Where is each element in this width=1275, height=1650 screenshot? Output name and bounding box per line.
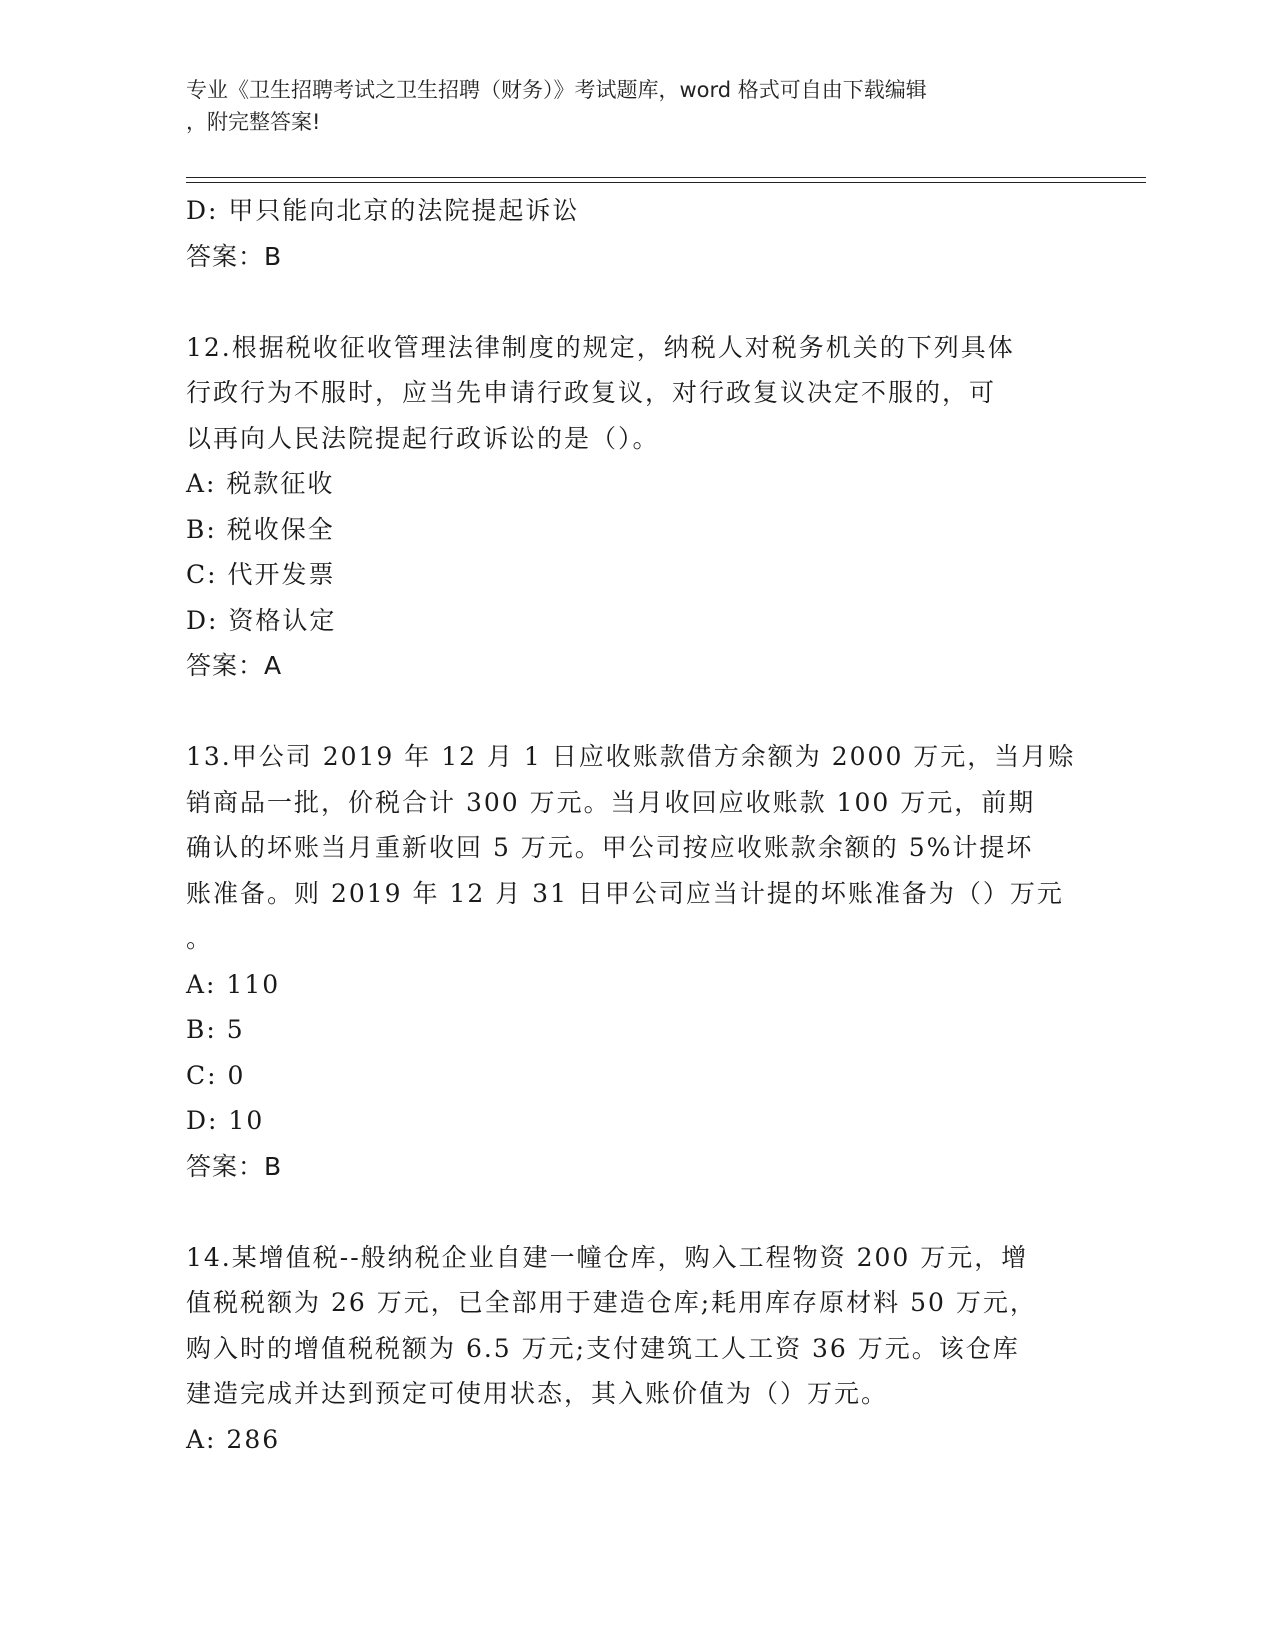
document-header [186,74,1086,138]
option-a: A: 110 [186,969,281,999]
question-text-line: 确认的坏账当月重新收回 5 万元。甲公司按应收账款余额的 5%计提坏 [186,833,1034,862]
option-d: D: 资格认定 [186,605,337,635]
question-text-line: 账准备。则 2019 年 12 月 31 日甲公司应当计提的坏账准备为（）万元 [186,878,1064,908]
option-b: B: 税收保全 [186,514,335,544]
question-text-line: 购入时的增值税税额为 6.5 万元;支付建筑工人工资 36 万元。该仓库 [186,1333,1020,1363]
spacer [186,1189,1086,1235]
answer-label: 答案：B [186,1151,283,1181]
question-text-line: 建造完成并达到预定可使用状态，其入账价值为（）万元。 [186,1379,889,1408]
question-text-line: 12.根据税收征收管理法律制度的规定，纳税人对税务机关的下列具体 [186,332,1015,362]
answer-label: 答案：B [186,241,283,271]
option-d: D: 甲只能向北京的法院提起诉讼 [186,196,580,225]
option-b: B: 5 [186,1015,245,1044]
question-text-line: 14.某增值税--般纳税企业自建一幢仓库，购入工程物资 200 万元，增 [186,1242,1029,1272]
question-text-line: 行政行为不服时，应当先申请行政复议，对行政复议决定不服的，可 [186,378,997,407]
question-text-line: 。 [186,924,214,953]
option-c: C: 代开发票 [186,560,336,589]
spacer [186,279,1086,325]
question-14 [186,1235,1086,1463]
option-d: D: 10 [186,1106,265,1135]
option-a: A: 286 [186,1424,281,1454]
header-rule-top [186,177,1146,178]
option-a: A: 税款征收 [186,469,335,498]
option-c: C: 0 [186,1060,246,1090]
header-rule-bottom [186,182,1146,183]
spacer [186,689,1086,735]
question-12 [186,325,1086,689]
question-text-line: 值税税额为 26 万元，已全部用于建造仓库;耗用库存原材料 50 万元， [186,1288,1037,1317]
question-13 [186,734,1086,1189]
document-body [186,188,1086,1462]
answer-label: 答案：A [186,651,283,680]
header-line-2: ，附完整答案! [186,110,321,134]
question-text-line: 销商品一批，价税合计 300 万元。当月收回应收账款 100 万元，前期 [186,787,1036,817]
question-text-line: 13.甲公司 2019 年 12 月 1 日应收账款借方余额为 2000 万元，当月赊 [186,742,1076,771]
question-text-line: 以再向人民法院提起行政诉讼的是（）。 [186,423,660,453]
header-line-1: 专业《卫生招聘考试之卫生招聘（财务）》考试题库，word 格式可自由下载编辑 [186,78,927,102]
